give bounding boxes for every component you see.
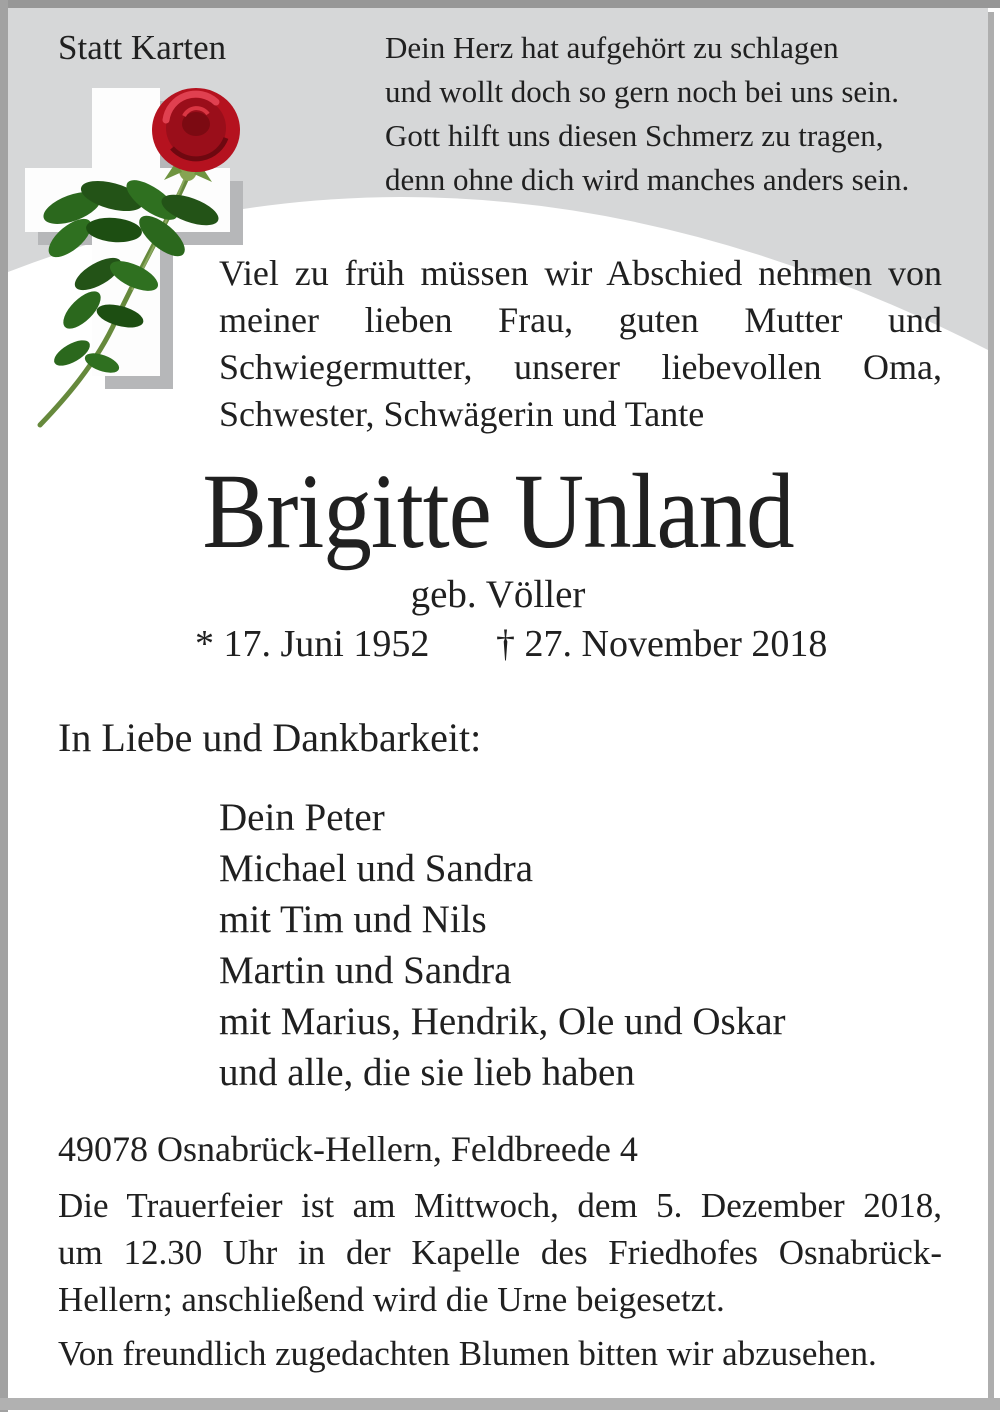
- mourners-list: [219, 792, 786, 1098]
- funeral-line: um 12.30 Uhr in der Kapelle des Friedhofes Osnabrück-: [58, 1233, 942, 1272]
- frame-left-border: [0, 0, 8, 1412]
- intro-line: Schwiegermutter, unserer liebevollen Oma,: [219, 347, 942, 387]
- poem-line: Gott hilft uns diesen Schmerz zu tragen,: [385, 118, 884, 153]
- cross-and-rose-graphic: [12, 78, 252, 438]
- frame-right-border: [988, 12, 994, 1404]
- address-line: 49078 Osnabrück-Hellern, Feldbreede 4: [58, 1129, 638, 1169]
- statt-karten-label: Statt Karten: [58, 28, 227, 67]
- funeral-line: Die Trauerfeier ist am Mittwoch, dem 5. Dezember 2018,: [58, 1186, 942, 1225]
- closing-line: In Liebe und Dankbarkeit:: [58, 715, 482, 760]
- poem-line: und wollt doch so gern noch bei uns sein.: [385, 74, 900, 109]
- memorial-poem: [385, 26, 909, 202]
- maiden-name: geb. Völler: [410, 573, 586, 616]
- mourner-line: Dein Peter: [219, 796, 385, 839]
- poem-line: Dein Herz hat aufgehört zu schlagen: [385, 30, 839, 65]
- intro-line: meiner lieben Frau, guten Mutter und: [219, 300, 942, 340]
- mourner-line: Michael und Sandra: [219, 847, 534, 890]
- deceased-name: Brigitte Unland: [202, 452, 794, 571]
- poem-line: denn ohne dich wird manches anders sein.: [385, 162, 910, 197]
- death-date: † 27. November 2018: [496, 623, 828, 665]
- frame-bottom-border: [0, 1398, 1000, 1410]
- mourner-line: Martin und Sandra: [219, 949, 512, 992]
- mourner-line: mit Tim und Nils: [219, 898, 487, 941]
- intro-paragraph: [219, 250, 942, 438]
- mourner-line: mit Marius, Hendrik, Ole und Oskar: [219, 1000, 786, 1043]
- intro-line: Viel zu früh müssen wir Abschied nehmen von: [219, 253, 942, 293]
- frame-top-border: [0, 0, 1000, 8]
- mourner-line: und alle, die sie lieb haben: [219, 1051, 635, 1094]
- birth-date: * 17. Juni 1952: [195, 623, 430, 665]
- flowers-note: Von freundlich zugedachten Blumen bitten wir abzusehen.: [58, 1334, 877, 1373]
- funeral-info: [58, 1182, 942, 1323]
- funeral-line: Hellern; anschließend wird die Urne beigesetzt.: [58, 1280, 725, 1319]
- intro-line: Schwester, Schwägerin und Tante: [219, 394, 705, 434]
